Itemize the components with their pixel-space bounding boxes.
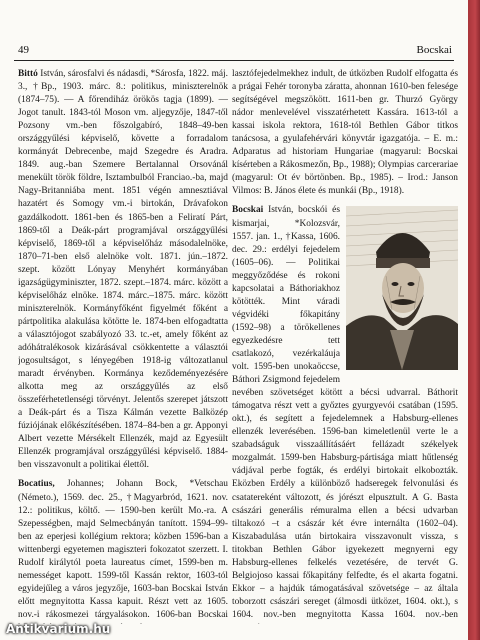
entry-text-bocskai: István, bocskói és kismarjai, *Kolozsvár, 1557. jan. 1., †Kassa, 1606. dec. 29.: erdélyi fejedelem (1605–06). — Politikai meggyőződése és rokoni kapcsolatai a Báthoriakhoz kötötték. Mint váradi végvidéki főkapitány (1592–98) a törökellenes egyezkedésre tett csatlakozó, vezérkaláuja volt. 1595-ben unokaöccse, Báthori Zsigmond fejedelem nevében szövetséget kötött a bécsi udvarral. Báthorit támogatva részt vett a győztes gyurgyevói csatában (1595. okt.), és segített a fejedelemnek a Habsburg-ellenes ellenzék leverésében. 1596-ban kimeletlenül verte le a szabadságuk visszaállításáért fellázadt székelyek mozgalmát. 1599-ben Habsburg-pártisága miatt hűtlenség vádjával perbe fogták, és erdélyi birtokait elkobozták. Eközben Erdély a különböző hadseregek felvonulási és csatatereként változott, és jórészt elpusztult. A G. Basta császári generális rémuralma ellen a bécsi udvarban tiltakozó –t a császár két évre internálta (1602–04). Kiszabadulása után birtokaira visszavonult vissza, s titokban Bethlen Gábor igyekezett megnyerni egy Habsburg-ellenes felkelés vezetésére, de tervét G. Belgiojoso kassai főkapitány felfedte, és el akarta fogatni. Ekkor – a hajdúk támogatásával szövetsége – az általa toborzott császári sereget (álmosdi ütközet, 1604. okt.), s 1604. nov.-ben megnyitotta Kassa 1604. nov.-ben bbox=[232, 205, 458, 620]
entry-bitto bbox=[18, 68, 228, 472]
header-rule bbox=[14, 60, 454, 61]
entry-head-bitto: Bittó bbox=[18, 69, 38, 79]
right-column bbox=[232, 68, 458, 624]
entry-text-bitto: István, sárosfalvi és nádasdi, *Sárosfa, 1822. máj. 3., †Bp., 1903. márc. 8.: politikus, miniszterelnök (1874–75). — A főrendiház örökös tagja (1899). — Jogot tanult. 1843-tól Moson vm. aljegyzője, 1847-től Pozsony vm.-ben főszolgabíró, 1848–49-ben országgyűlési képviselő, követte a forradalom kormányát Debrecenbe, majd Szegedre és Aradra. 1849. aug.-ban Szemere Bertalannal Orsovánál menekült török földre, Isztambulból Franciao.-ba, majd Nagy-Britanniába ment. 1851 végén amnesztiával hazatért és Somogy vm.-i birtokán, Drávafokon gazdálkodott. 1861-ben és 1865-ben a Feliratí Párt, 1869-től a Deák-párt programjával országgyűlési képviselő, 1869-től a képviselőház másodalelnöke, 1870–71-ben első alelnöke volt. 1871. jún.–1872. szept. között Lónyay Menyhért kormányában igazságügyminiszter, 1872. szept.–1874. márc. között a képviselőház elnöke. 1874. márc.–1875. márc. között miniszterelnök. Kormányfőként figyelmét főként a pártpolitika alakulása kötötte le. 1874-ben elfogadtatta a választójogot szabályozó 33. tc.-et, amely főként az adóhátralékosok kizárásával csökkentette a választói jogosultságot, s lényegében 1918-ig változatlanul maradt érvényben. Kormánya keződeményezésére alkotta meg az országgyűlés az első összeférhetetlenségi törvényt. Jelentős szerepet játszott a Deák-párt és a Tisza Kálmán vezette Balközép fúziójának előkészítésében. 1874–84-ben a gr. Apponyi Albert vezette Mérsékelt Ellenzék, majd az Egyesült Ellenzék programjával országgyűlési képviselő. 1884-ben visszavonult a politikai élettől. bbox=[18, 69, 228, 471]
entry-bocskai bbox=[232, 204, 458, 624]
page-number: 49 bbox=[18, 44, 29, 56]
book-spine-edge bbox=[468, 0, 480, 640]
entry-head-bocskai: Bocskai bbox=[232, 205, 264, 216]
running-head: Bocskai bbox=[416, 44, 452, 56]
entry-bocatius bbox=[18, 478, 228, 624]
entry-bocatius-continued: lasztófejedelmekhez indult, de útközben Rudolf elfogatta és a prágai Fehér toronyba záratta, ahonnan 1610-ben felesége segítségével megszökött. 1611-ben gr. Thurzó György nádor menlevelével visszatérhetett Kassára. 1613-tól a kassai iskola rektora, 1618-tól Bethlen Gábor titkos tanácsosa, a gyulafehérvári könyvtár igazgatója. – E. m.: Adparatus ad historiam Hungariae (magyarul: Bocskai kísérteben a Rákosmezőn, Bp., 1988); Olympias carcerariae (magyarul: Ot év börtönben. Bp., 1985). – Irod.: Janson Vilmos: B. János élete és munkái (Bp., 1918). bbox=[232, 69, 458, 197]
left-column bbox=[18, 68, 228, 624]
entry-head-bocatius: Bocatius, bbox=[18, 479, 55, 490]
watermark-antikvarium: Antikvarium.hu bbox=[6, 622, 111, 636]
entry-text-bocatius: Johannes; Johann Bock, *Vetschau (Németo.), 1569. dec. 25., †Magyarbród, 1621. nov. 12.: politikus, költő. — 1590-ben került Mo.-ra. A Szepességben, majd Selmecbányán tanított. 1594–99-ben az eperjesi kollégium rektora; közben 1596-ban a wittenbergi egyetemen magiszteri fokozatot szerzett. I. Rudolf királytól poeta laureatus címet, 1599-ben m. nemességet kapott. 1599-től Kassán rektor, 1603-tól egyidejűleg a város jegyzője, 1603-ban Bocskai István előtt megnyitotta Kassa kapuit. Részt vett az 1605. nov.-i rákosmezei tárgyalásokon. 1606-ban Bocskai bbox=[18, 479, 228, 620]
bocskai-portrait-image bbox=[346, 206, 458, 370]
